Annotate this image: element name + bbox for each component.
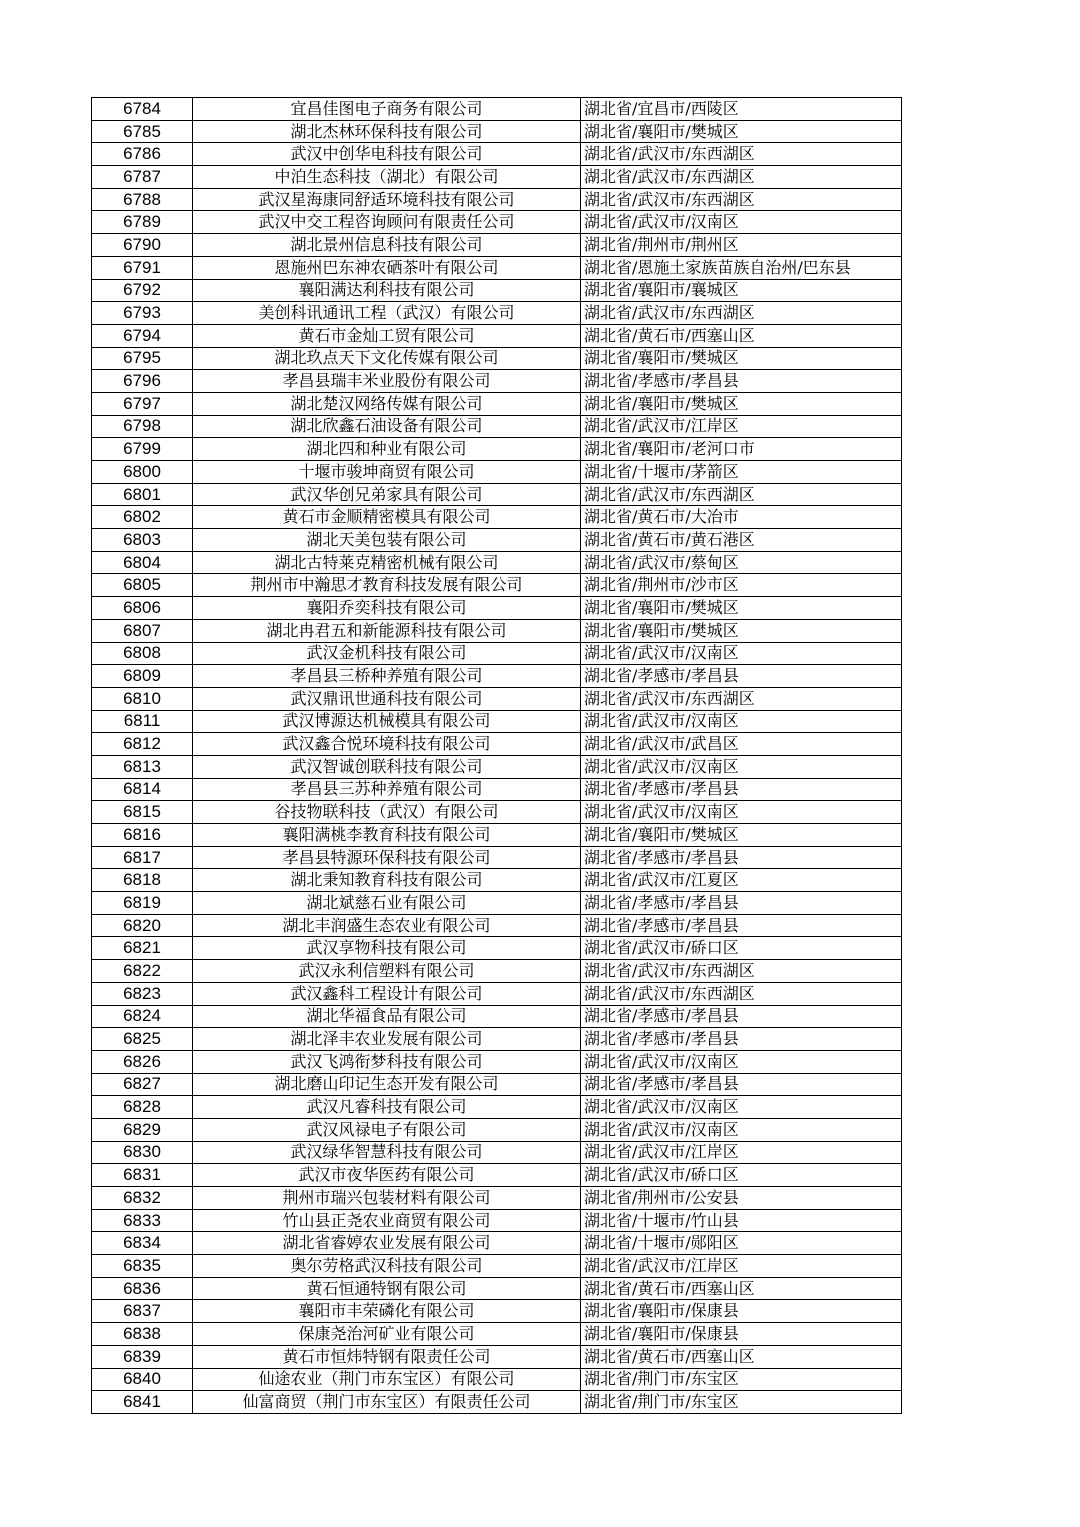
row-number-cell: 6804 (92, 551, 193, 574)
row-number-cell: 6835 (92, 1255, 193, 1278)
row-number-cell: 6809 (92, 665, 193, 688)
row-number-cell: 6800 (92, 461, 193, 484)
company-name-cell: 黄石市金顺精密模具有限公司 (193, 506, 581, 529)
table-row (92, 869, 902, 892)
company-name-cell: 荆州市瑞兴包装材料有限公司 (193, 1187, 581, 1210)
table-row (92, 892, 902, 915)
company-name-cell: 仙途农业（荆门市东宝区）有限公司 (193, 1368, 581, 1391)
region-cell: 湖北省/十堰市/郧阳区 (581, 1232, 902, 1255)
row-number-cell: 6791 (92, 256, 193, 279)
row-number-cell: 6796 (92, 370, 193, 393)
region-cell: 湖北省/孝感市/孝昌县 (581, 846, 902, 869)
row-number-cell: 6786 (92, 143, 193, 166)
table-row (92, 778, 902, 801)
table-row (92, 1141, 902, 1164)
company-name-cell: 奥尔劳格武汉科技有限公司 (193, 1255, 581, 1278)
region-cell: 湖北省/荆州市/荆州区 (581, 234, 902, 257)
row-number-cell: 6789 (92, 211, 193, 234)
region-cell: 湖北省/襄阳市/襄城区 (581, 279, 902, 302)
row-number-cell: 6814 (92, 778, 193, 801)
region-cell: 湖北省/襄阳市/樊城区 (581, 392, 902, 415)
region-cell: 湖北省/恩施土家族苗族自治州/巴东县 (581, 256, 902, 279)
region-cell: 湖北省/襄阳市/樊城区 (581, 347, 902, 370)
company-name-cell: 武汉华创兄弟家具有限公司 (193, 483, 581, 506)
region-cell: 湖北省/襄阳市/樊城区 (581, 619, 902, 642)
table-row (92, 733, 902, 756)
region-cell: 湖北省/十堰市/茅箭区 (581, 461, 902, 484)
company-name-cell: 湖北景州信息科技有限公司 (193, 234, 581, 257)
region-cell: 湖北省/襄阳市/樊城区 (581, 597, 902, 620)
region-cell: 湖北省/黄石市/黄石港区 (581, 529, 902, 552)
table-row (92, 98, 902, 121)
row-number-cell: 6816 (92, 824, 193, 847)
region-cell: 湖北省/襄阳市/樊城区 (581, 824, 902, 847)
row-number-cell: 6828 (92, 1096, 193, 1119)
row-number-cell: 6787 (92, 166, 193, 189)
region-cell: 湖北省/武汉市/汉南区 (581, 1118, 902, 1141)
company-name-cell: 襄阳满桃李教育科技有限公司 (193, 824, 581, 847)
table-row (92, 1118, 902, 1141)
table-row (92, 619, 902, 642)
company-name-cell: 武汉智诚创联科技有限公司 (193, 755, 581, 778)
table-row (92, 687, 902, 710)
region-cell: 湖北省/孝感市/孝昌县 (581, 370, 902, 393)
company-name-cell: 湖北玖点天下文化传媒有限公司 (193, 347, 581, 370)
region-cell: 湖北省/黄石市/西塞山区 (581, 1345, 902, 1368)
row-number-cell: 6805 (92, 574, 193, 597)
region-cell: 湖北省/宜昌市/西陵区 (581, 98, 902, 121)
region-cell: 湖北省/武汉市/汉南区 (581, 755, 902, 778)
region-cell: 湖北省/襄阳市/樊城区 (581, 120, 902, 143)
row-number-cell: 6831 (92, 1164, 193, 1187)
table-row (92, 324, 902, 347)
table-row (92, 1073, 902, 1096)
region-cell: 湖北省/武汉市/东西湖区 (581, 960, 902, 983)
table-row (92, 1096, 902, 1119)
table-row (92, 914, 902, 937)
row-number-cell: 6806 (92, 597, 193, 620)
region-cell: 湖北省/襄阳市/保康县 (581, 1300, 902, 1323)
company-name-cell: 黄石恒通特钢有限公司 (193, 1277, 581, 1300)
company-name-cell: 武汉飞鸿衔梦科技有限公司 (193, 1050, 581, 1073)
table-row (92, 438, 902, 461)
row-number-cell: 6794 (92, 324, 193, 347)
table-row (92, 960, 902, 983)
company-name-cell: 十堰市骏坤商贸有限公司 (193, 461, 581, 484)
row-number-cell: 6812 (92, 733, 193, 756)
region-cell: 湖北省/孝感市/孝昌县 (581, 778, 902, 801)
row-number-cell: 6830 (92, 1141, 193, 1164)
company-name-cell: 武汉绿华智慧科技有限公司 (193, 1141, 581, 1164)
row-number-cell: 6808 (92, 642, 193, 665)
row-number-cell: 6818 (92, 869, 193, 892)
table-row (92, 234, 902, 257)
company-name-cell: 湖北斌慈石业有限公司 (193, 892, 581, 915)
table-body (92, 98, 902, 1414)
company-name-cell: 孝昌县三桥种养殖有限公司 (193, 665, 581, 688)
table-row (92, 1345, 902, 1368)
table-row (92, 1164, 902, 1187)
table-row (92, 120, 902, 143)
row-number-cell: 6798 (92, 415, 193, 438)
row-number-cell: 6820 (92, 914, 193, 937)
region-cell: 湖北省/荆州市/沙市区 (581, 574, 902, 597)
company-name-cell: 湖北欣鑫石油设备有限公司 (193, 415, 581, 438)
table-row (92, 347, 902, 370)
table-row (92, 256, 902, 279)
table-row (92, 937, 902, 960)
table-row (92, 415, 902, 438)
table-row (92, 1050, 902, 1073)
row-number-cell: 6821 (92, 937, 193, 960)
region-cell: 湖北省/黄石市/西塞山区 (581, 324, 902, 347)
region-cell: 湖北省/武汉市/东西湖区 (581, 166, 902, 189)
table-row (92, 1187, 902, 1210)
region-cell: 湖北省/武汉市/东西湖区 (581, 687, 902, 710)
company-name-cell: 武汉鼎讯世通科技有限公司 (193, 687, 581, 710)
company-name-cell: 武汉享物科技有限公司 (193, 937, 581, 960)
row-number-cell: 6813 (92, 755, 193, 778)
row-number-cell: 6811 (92, 710, 193, 733)
table-row (92, 506, 902, 529)
region-cell: 湖北省/荆门市/东宝区 (581, 1391, 902, 1414)
company-list-table (91, 97, 902, 1414)
company-name-cell: 武汉鑫合悦环境科技有限公司 (193, 733, 581, 756)
company-name-cell: 湖北古特莱克精密机械有限公司 (193, 551, 581, 574)
region-cell: 湖北省/武汉市/东西湖区 (581, 483, 902, 506)
company-name-cell: 中泊生态科技（湖北）有限公司 (193, 166, 581, 189)
row-number-cell: 6825 (92, 1028, 193, 1051)
table-row (92, 1028, 902, 1051)
company-name-cell: 武汉中创华电科技有限公司 (193, 143, 581, 166)
region-cell: 湖北省/武汉市/汉南区 (581, 710, 902, 733)
company-name-cell: 武汉星海康同舒适环境科技有限公司 (193, 188, 581, 211)
company-name-cell: 孝昌县特源环保科技有限公司 (193, 846, 581, 869)
region-cell: 湖北省/武汉市/汉南区 (581, 1096, 902, 1119)
company-name-cell: 孝昌县三苏种养殖有限公司 (193, 778, 581, 801)
row-number-cell: 6834 (92, 1232, 193, 1255)
company-name-cell: 黄石市金灿工贸有限公司 (193, 324, 581, 347)
table-row (92, 461, 902, 484)
table-row (92, 279, 902, 302)
row-number-cell: 6840 (92, 1368, 193, 1391)
company-name-cell: 谷技物联科技（武汉）有限公司 (193, 801, 581, 824)
table-row (92, 846, 902, 869)
company-name-cell: 武汉中交工程咨询顾问有限责任公司 (193, 211, 581, 234)
region-cell: 湖北省/武汉市/东西湖区 (581, 982, 902, 1005)
table-row (92, 642, 902, 665)
table-row (92, 710, 902, 733)
company-name-cell: 竹山县正尧农业商贸有限公司 (193, 1209, 581, 1232)
region-cell: 湖北省/武汉市/汉南区 (581, 642, 902, 665)
region-cell: 湖北省/荆门市/东宝区 (581, 1368, 902, 1391)
table-row (92, 1005, 902, 1028)
table-row (92, 1277, 902, 1300)
region-cell: 湖北省/武汉市/东西湖区 (581, 302, 902, 325)
table-row (92, 166, 902, 189)
company-name-cell: 武汉市夜华医药有限公司 (193, 1164, 581, 1187)
row-number-cell: 6826 (92, 1050, 193, 1073)
company-name-cell: 美创科讯通讯工程（武汉）有限公司 (193, 302, 581, 325)
region-cell: 湖北省/黄石市/大冶市 (581, 506, 902, 529)
row-number-cell: 6802 (92, 506, 193, 529)
company-name-cell: 武汉博源达机械模具有限公司 (193, 710, 581, 733)
row-number-cell: 6837 (92, 1300, 193, 1323)
region-cell: 湖北省/武汉市/江岸区 (581, 1141, 902, 1164)
row-number-cell: 6793 (92, 302, 193, 325)
row-number-cell: 6803 (92, 529, 193, 552)
region-cell: 湖北省/孝感市/孝昌县 (581, 1028, 902, 1051)
row-number-cell: 6785 (92, 120, 193, 143)
table-row (92, 1232, 902, 1255)
company-name-cell: 湖北冉君五和新能源科技有限公司 (193, 619, 581, 642)
table-row (92, 143, 902, 166)
row-number-cell: 6833 (92, 1209, 193, 1232)
company-name-cell: 湖北杰林环保科技有限公司 (193, 120, 581, 143)
region-cell: 湖北省/孝感市/孝昌县 (581, 1073, 902, 1096)
row-number-cell: 6788 (92, 188, 193, 211)
table-row (92, 483, 902, 506)
row-number-cell: 6823 (92, 982, 193, 1005)
row-number-cell: 6829 (92, 1118, 193, 1141)
row-number-cell: 6817 (92, 846, 193, 869)
row-number-cell: 6838 (92, 1323, 193, 1346)
company-name-cell: 湖北泽丰农业发展有限公司 (193, 1028, 581, 1051)
company-name-cell: 湖北天美包装有限公司 (193, 529, 581, 552)
row-number-cell: 6841 (92, 1391, 193, 1414)
region-cell: 湖北省/武汉市/江夏区 (581, 869, 902, 892)
row-number-cell: 6792 (92, 279, 193, 302)
row-number-cell: 6810 (92, 687, 193, 710)
company-name-cell: 孝昌县瑞丰米业股份有限公司 (193, 370, 581, 393)
table-row (92, 392, 902, 415)
table-row (92, 188, 902, 211)
company-name-cell: 保康尧治河矿业有限公司 (193, 1323, 581, 1346)
company-name-cell: 湖北磨山印记生态开发有限公司 (193, 1073, 581, 1096)
company-name-cell: 湖北秉知教育科技有限公司 (193, 869, 581, 892)
row-number-cell: 6801 (92, 483, 193, 506)
region-cell: 湖北省/孝感市/孝昌县 (581, 892, 902, 915)
table-row (92, 211, 902, 234)
row-number-cell: 6836 (92, 1277, 193, 1300)
region-cell: 湖北省/武汉市/东西湖区 (581, 188, 902, 211)
table-row (92, 597, 902, 620)
region-cell: 湖北省/襄阳市/保康县 (581, 1323, 902, 1346)
company-name-cell: 仙富商贸（荆门市东宝区）有限责任公司 (193, 1391, 581, 1414)
table-row (92, 302, 902, 325)
company-name-cell: 湖北华福食品有限公司 (193, 1005, 581, 1028)
row-number-cell: 6797 (92, 392, 193, 415)
company-name-cell: 湖北楚汉网络传媒有限公司 (193, 392, 581, 415)
row-number-cell: 6822 (92, 960, 193, 983)
region-cell: 湖北省/黄石市/西塞山区 (581, 1277, 902, 1300)
region-cell: 湖北省/武汉市/汉南区 (581, 1050, 902, 1073)
region-cell: 湖北省/荆州市/公安县 (581, 1187, 902, 1210)
row-number-cell: 6815 (92, 801, 193, 824)
table-row (92, 1391, 902, 1414)
table-row (92, 824, 902, 847)
company-name-cell: 武汉凡睿科技有限公司 (193, 1096, 581, 1119)
row-number-cell: 6784 (92, 98, 193, 121)
company-name-cell: 襄阳乔奕科技有限公司 (193, 597, 581, 620)
region-cell: 湖北省/武汉市/硚口区 (581, 937, 902, 960)
table-row (92, 529, 902, 552)
company-name-cell: 武汉永利信塑料有限公司 (193, 960, 581, 983)
company-name-cell: 恩施州巴东神农硒茶叶有限公司 (193, 256, 581, 279)
table-row (92, 1209, 902, 1232)
company-name-cell: 武汉风禄电子有限公司 (193, 1118, 581, 1141)
table-row (92, 1368, 902, 1391)
table-row (92, 665, 902, 688)
company-name-cell: 湖北丰润盛生态农业有限公司 (193, 914, 581, 937)
row-number-cell: 6824 (92, 1005, 193, 1028)
region-cell: 湖北省/孝感市/孝昌县 (581, 914, 902, 937)
company-name-cell: 襄阳市丰荣磷化有限公司 (193, 1300, 581, 1323)
table-row (92, 1255, 902, 1278)
table-row (92, 755, 902, 778)
row-number-cell: 6839 (92, 1345, 193, 1368)
company-name-cell: 宜昌佳图电子商务有限公司 (193, 98, 581, 121)
region-cell: 湖北省/武汉市/蔡甸区 (581, 551, 902, 574)
company-name-cell: 武汉金机科技有限公司 (193, 642, 581, 665)
table-row (92, 1300, 902, 1323)
region-cell: 湖北省/武汉市/硚口区 (581, 1164, 902, 1187)
region-cell: 湖北省/十堰市/竹山县 (581, 1209, 902, 1232)
company-name-cell: 襄阳满达利科技有限公司 (193, 279, 581, 302)
row-number-cell: 6807 (92, 619, 193, 642)
table-row (92, 551, 902, 574)
row-number-cell: 6790 (92, 234, 193, 257)
region-cell: 湖北省/孝感市/孝昌县 (581, 1005, 902, 1028)
region-cell: 湖北省/武汉市/汉南区 (581, 211, 902, 234)
table-row (92, 1323, 902, 1346)
company-name-cell: 荆州市中瀚思才教育科技发展有限公司 (193, 574, 581, 597)
company-name-cell: 湖北四和种业有限公司 (193, 438, 581, 461)
row-number-cell: 6795 (92, 347, 193, 370)
company-name-cell: 黄石市恒炜特钢有限责任公司 (193, 1345, 581, 1368)
table-row (92, 574, 902, 597)
company-name-cell: 湖北省睿婷农业发展有限公司 (193, 1232, 581, 1255)
table-row (92, 370, 902, 393)
region-cell: 湖北省/武汉市/江岸区 (581, 415, 902, 438)
table-row (92, 982, 902, 1005)
row-number-cell: 6799 (92, 438, 193, 461)
row-number-cell: 6819 (92, 892, 193, 915)
table-row (92, 801, 902, 824)
row-number-cell: 6827 (92, 1073, 193, 1096)
region-cell: 湖北省/武汉市/武昌区 (581, 733, 902, 756)
company-name-cell: 武汉鑫科工程设计有限公司 (193, 982, 581, 1005)
row-number-cell: 6832 (92, 1187, 193, 1210)
region-cell: 湖北省/武汉市/汉南区 (581, 801, 902, 824)
region-cell: 湖北省/武汉市/江岸区 (581, 1255, 902, 1278)
region-cell: 湖北省/武汉市/东西湖区 (581, 143, 902, 166)
region-cell: 湖北省/孝感市/孝昌县 (581, 665, 902, 688)
region-cell: 湖北省/襄阳市/老河口市 (581, 438, 902, 461)
